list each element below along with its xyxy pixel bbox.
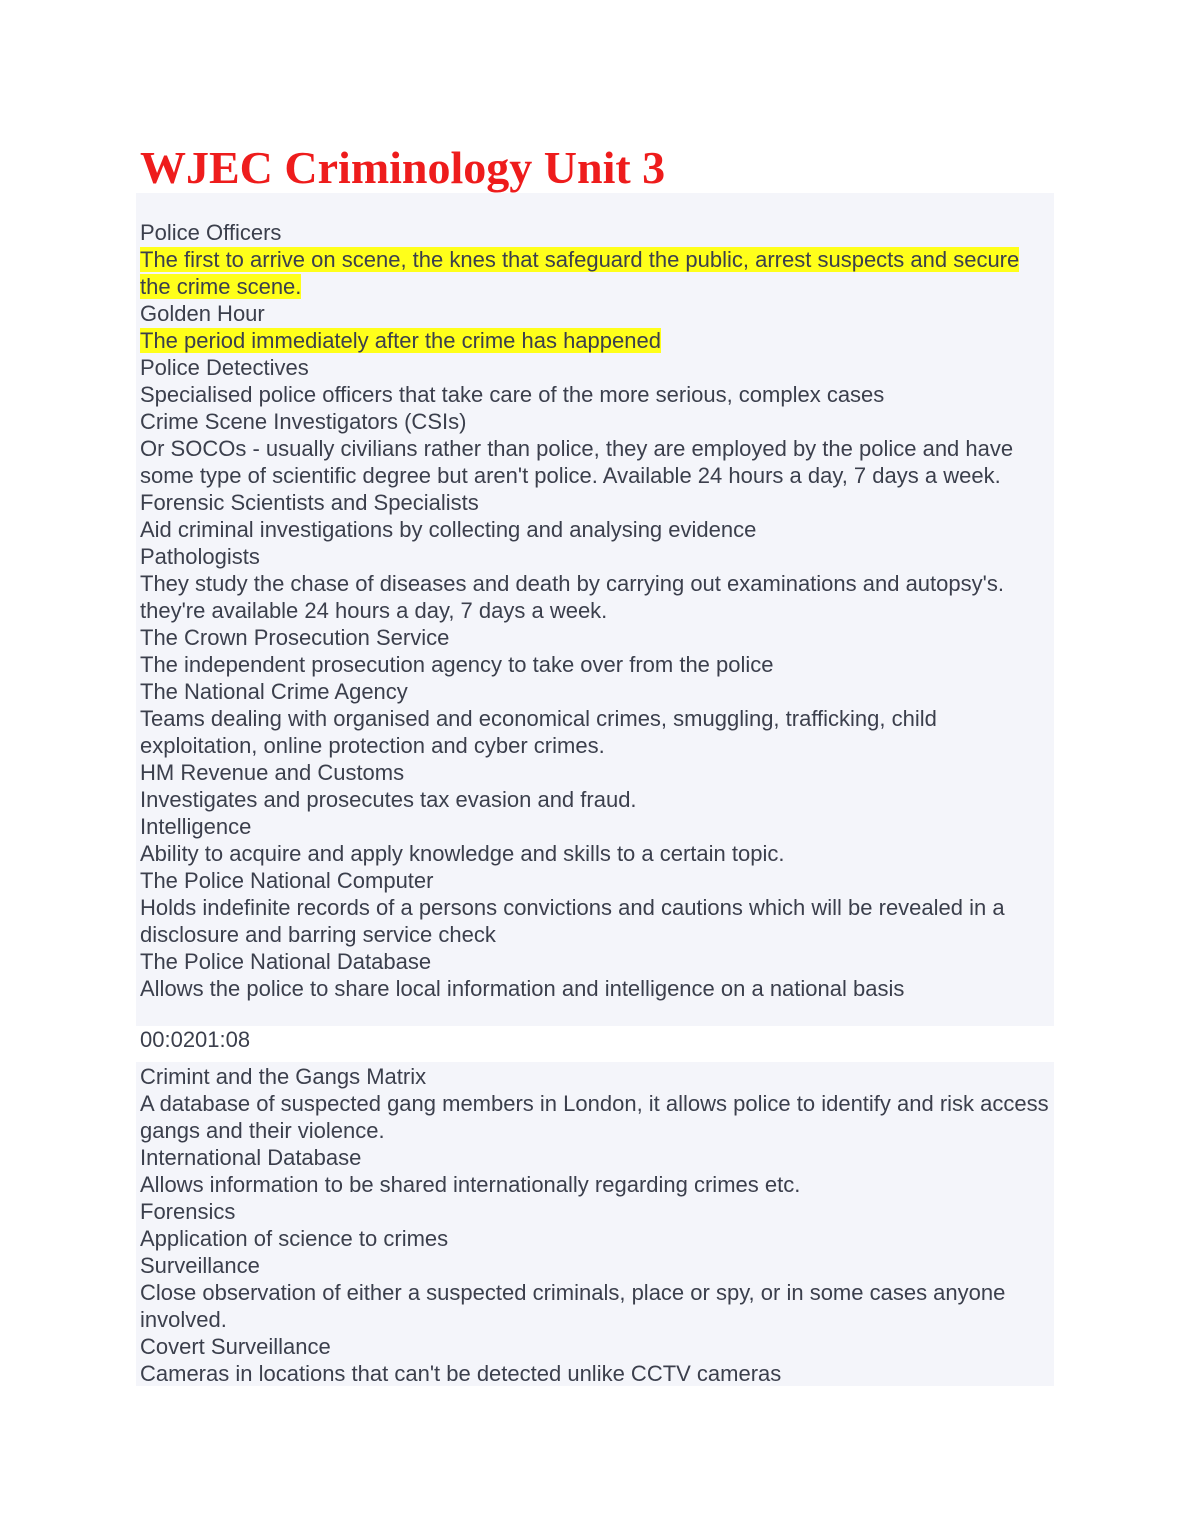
card-definition: They study the chase of diseases and death by carrying out examinations and autopsy's. they're available 24 hours a day, 7 days a week. [140,571,1004,623]
card [140,948,1050,1002]
card-definition: Specialised police officers that take care of the more serious, complex cases [140,382,885,407]
card-definition: Cameras in locations that can't be detected unlike CCTV cameras [140,1361,782,1386]
highlighted-text: The period immediately after the crime has happened [140,328,661,353]
card-definition: Application of science to crimes [140,1226,449,1251]
card-definition: Teams dealing with organised and economical crimes, smuggling, trafficking, child exploitation, online protection and cyber crimes. [140,706,937,758]
card-definition: Aid criminal investigations by collecting and analysing evidence [140,517,757,542]
card-definition: Investigates and prosecutes tax evasion and fraud. [140,787,637,812]
card-definition: The independent prosecution agency to take over from the police [140,652,774,677]
card-term: Crimint and the Gangs Matrix [140,1064,427,1089]
document-title: WJEC Criminology Unit 3 [140,142,666,193]
card-definition: Allows the police to share local information and intelligence on a national basis [140,976,905,1001]
card-term: HM Revenue and Customs [140,760,405,785]
highlighted-text: The first to arrive on scene, the knes that safeguard the public, arrest suspects and secure the crime scene. [140,247,1020,299]
card [140,1333,1050,1387]
card-term: Crime Scene Investigators (CSIs) [140,409,467,434]
card [140,678,1050,759]
card-term: Surveillance [140,1253,260,1278]
card-term: Forensic Scientists and Specialists [140,490,479,515]
card-term: Golden Hour [140,301,265,326]
card [140,1144,1050,1198]
card-term: Covert Surveillance [140,1334,331,1359]
card [140,489,1050,543]
card [140,759,1050,813]
card-term: The Crown Prosecution Service [140,625,450,650]
card-term: The Police National Database [140,949,432,974]
card-term: Police Detectives [140,355,309,380]
card [140,813,1050,867]
card-definition [140,327,1050,354]
flashcard-block-2 [136,1062,1054,1386]
card-term: The National Crime Agency [140,679,408,704]
card [140,1198,1050,1252]
card [140,219,1050,300]
card-term: The Police National Computer [140,868,434,893]
card-term: Intelligence [140,814,252,839]
card-term: Pathologists [140,544,260,569]
card [140,1252,1050,1333]
card [140,624,1050,678]
card [140,408,1050,489]
flashcard-block-1 [136,193,1054,1026]
card-definition: Holds indefinite records of a persons convictions and cautions which will be revealed in a disclosure and barring service check [140,895,1005,947]
card [140,300,1050,354]
card-definition: Ability to acquire and apply knowledge and skills to a certain topic. [140,841,785,866]
card [140,867,1050,948]
card-definition: Allows information to be shared internationally regarding crimes etc. [140,1172,801,1197]
timestamp: 00:0201:08 [140,1027,251,1052]
card-definition [140,246,1050,300]
card-term: Police Officers [140,220,282,245]
card-term: Forensics [140,1199,236,1224]
card-definition: Close observation of either a suspected criminals, place or spy, or in some cases anyone involved. [140,1280,1006,1332]
card-definition: Or SOCOs - usually civilians rather than police, they are employed by the police and have some type of scientific degree but aren't police. Available 24 hours a day, 7 days a week. [140,436,1014,488]
card-definition: A database of suspected gang members in London, it allows police to identify and risk access gangs and their violence. [140,1091,1049,1143]
card [140,354,1050,408]
card [140,543,1050,624]
card-term: International Database [140,1145,362,1170]
card [140,1063,1050,1144]
